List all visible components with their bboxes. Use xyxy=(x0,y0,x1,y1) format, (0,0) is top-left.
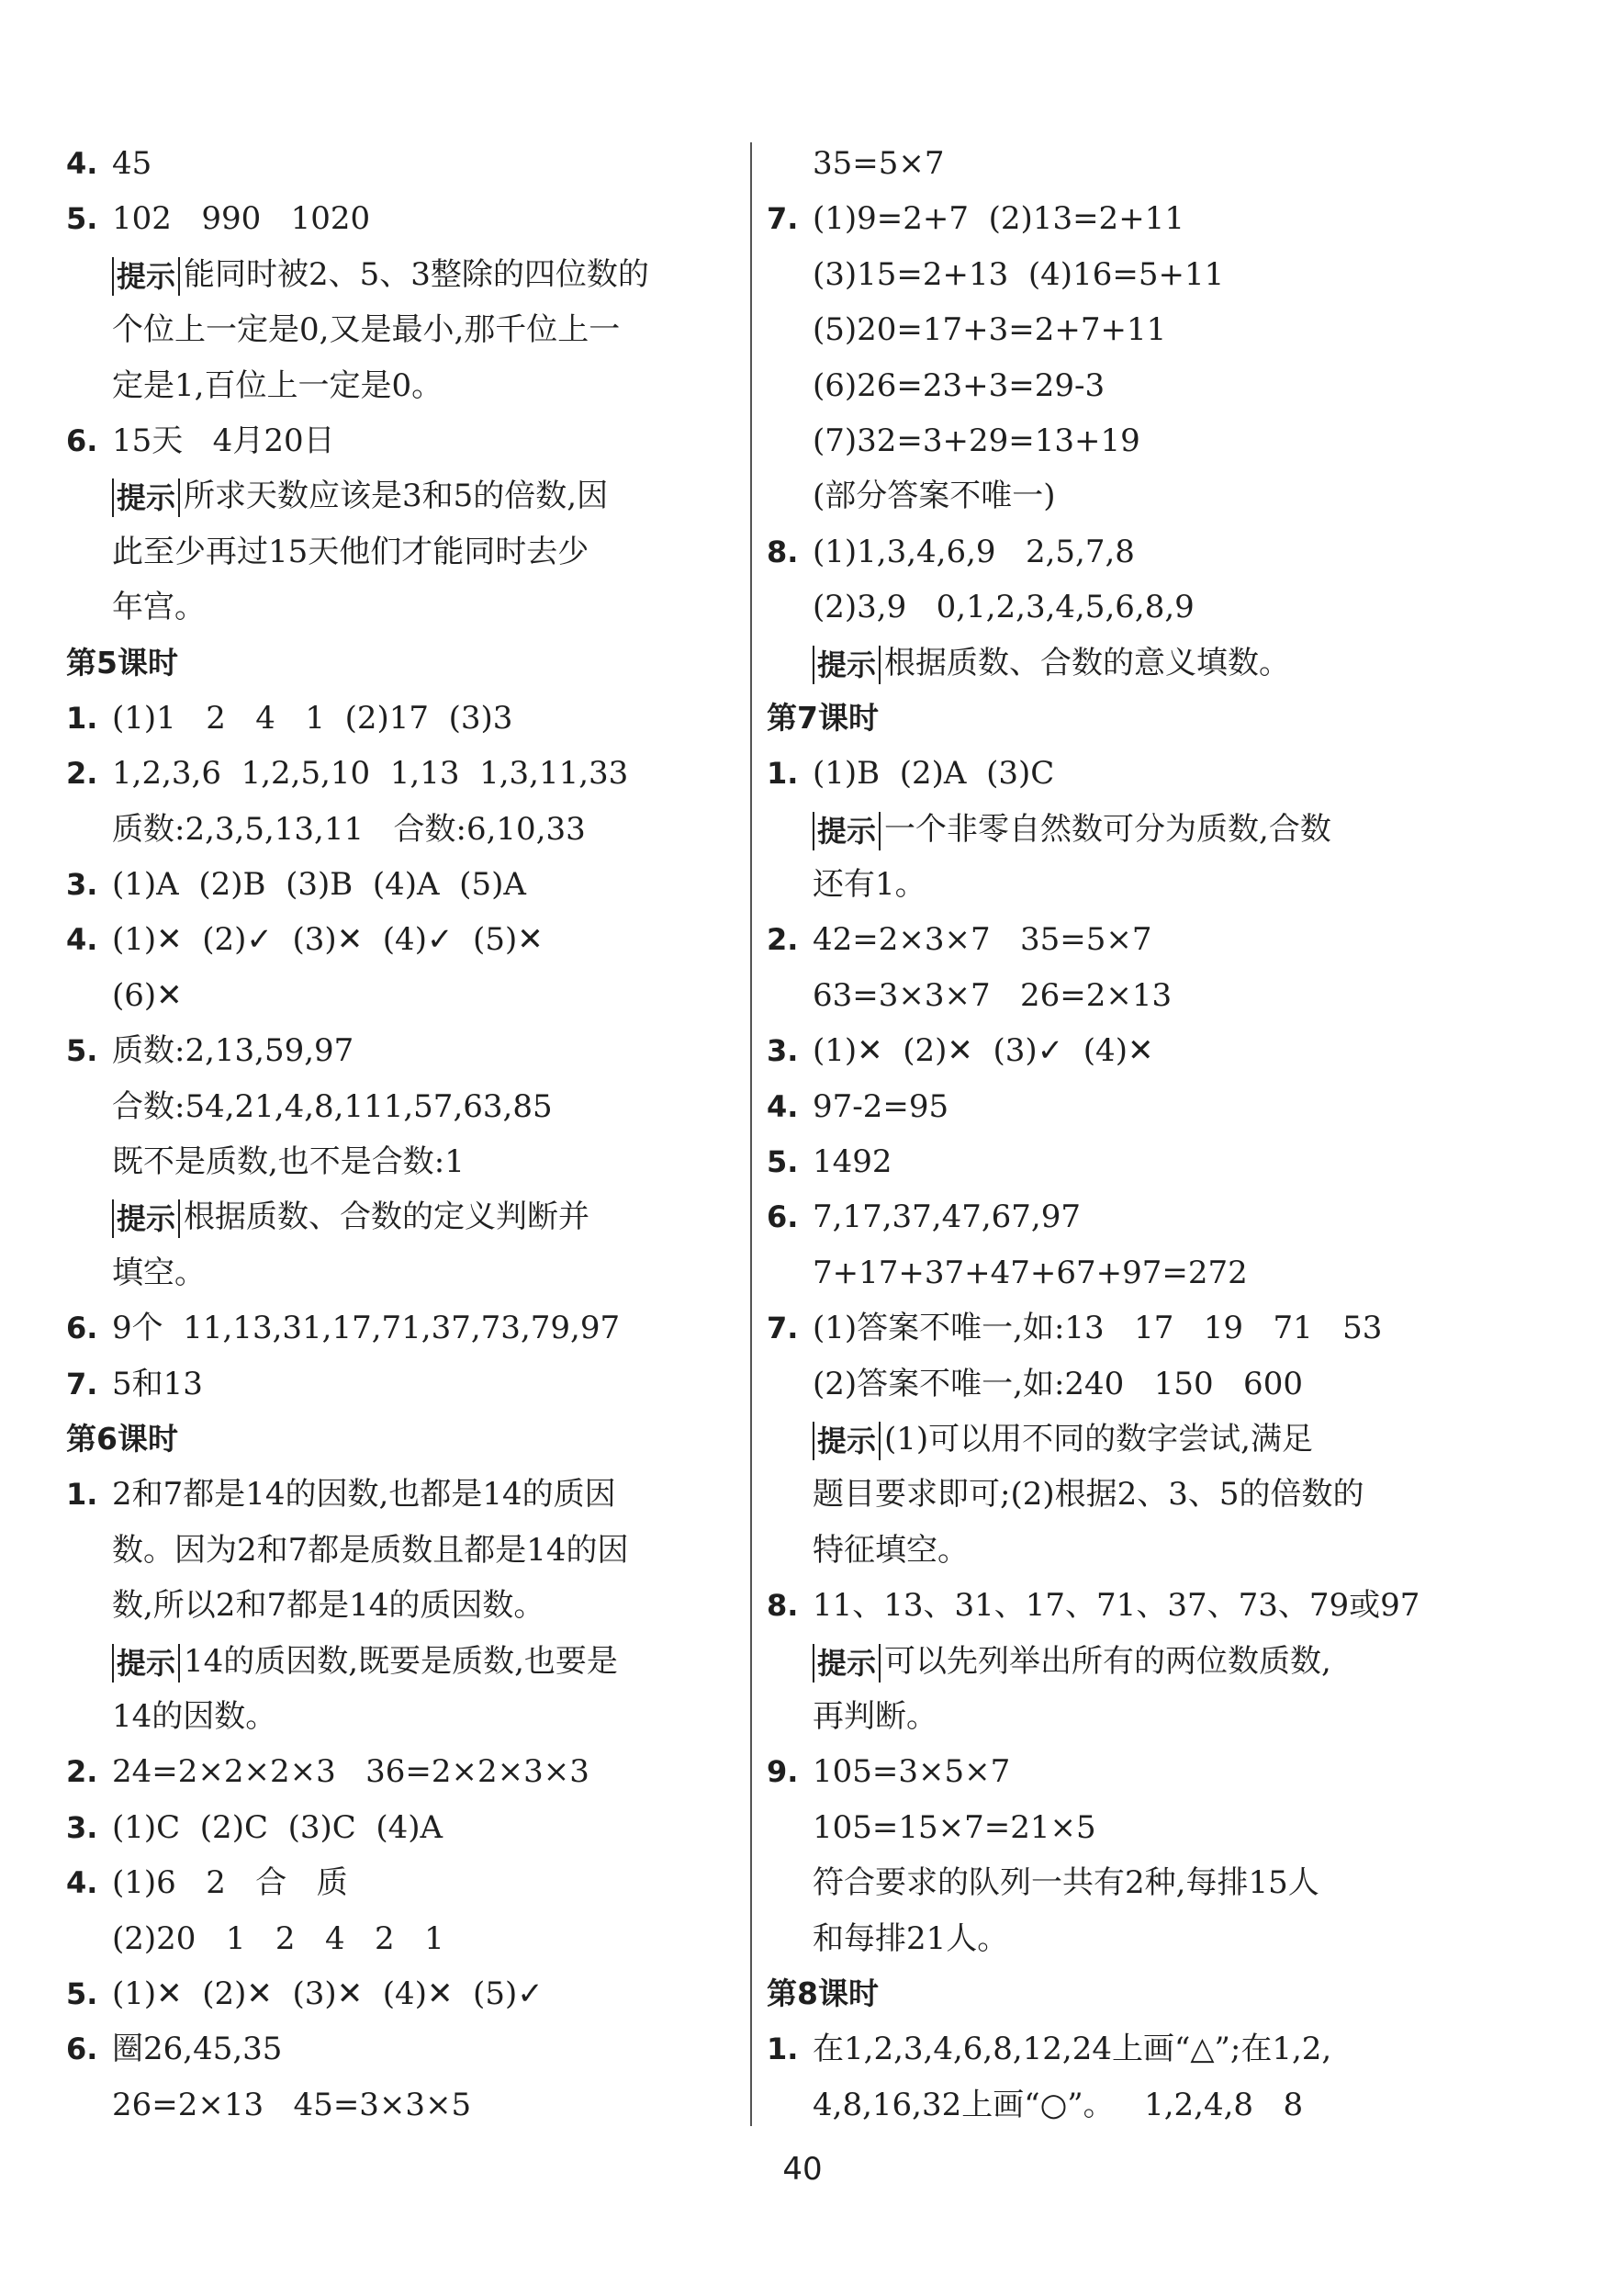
answer-item xyxy=(767,1079,1446,1134)
answer-text: 圈26,45,35 xyxy=(112,2031,283,2068)
answer-continuation: 填空。 xyxy=(112,1254,206,1291)
answer-item xyxy=(66,1744,746,1799)
answer-item xyxy=(66,1467,746,1522)
answer-continuation: (7)32=3+29=13+19 xyxy=(813,422,1140,459)
answer-continuation: 7+17+37+47+67+97=272 xyxy=(813,1254,1248,1291)
answer-text: 在1,2,3,4,6,8,12,24上画“△”;在1,2, xyxy=(813,2031,1332,2068)
hint-text: 根据质数、合数的意义填数。 xyxy=(884,644,1291,681)
answer-continuation: 题目要求即可;(2)根据2、3、5的倍数的 xyxy=(813,1476,1364,1514)
lesson-heading: 第6课时 xyxy=(66,1420,178,1457)
hint-line xyxy=(66,1189,746,1244)
answer-continuation: 数,所以2和7都是14的质因数。 xyxy=(112,1587,545,1625)
hint-label: 提示 xyxy=(112,478,180,517)
answer-continuation: 既不是质数,也不是合数:1 xyxy=(112,1143,465,1181)
item-number: 8. xyxy=(767,534,799,569)
answer-text: 42=2×3×7 35=5×7 xyxy=(813,921,1152,959)
item-number: 3. xyxy=(767,1033,799,1069)
item-number: 4. xyxy=(66,922,98,958)
item-number: 6. xyxy=(767,1199,799,1235)
answer-continuation: 和每排21人。 xyxy=(813,1919,1009,1957)
item-number: 4. xyxy=(66,146,98,181)
answer-continuation: (6)26=23+3=29-3 xyxy=(813,366,1106,404)
answer-continuation: 26=2×13 45=3×3×5 xyxy=(112,2086,472,2123)
item-number: 5. xyxy=(66,1033,98,1069)
column-divider xyxy=(750,142,752,2126)
answer-text: (1)9=2+7 (2)13=2+11 xyxy=(813,200,1184,238)
answer-item xyxy=(66,1356,746,1412)
answer-text: (1)1,3,4,6,9 2,5,7,8 xyxy=(813,533,1135,570)
hint-text: 14的质因数,既要是质数,也要是 xyxy=(184,1642,618,1680)
answer-text: (1)A (2)B (3)B (4)A (5)A xyxy=(112,866,526,904)
answer-text: 105=3×5×7 xyxy=(813,1753,1011,1791)
answer-continuation: (2)20 1 2 4 2 1 xyxy=(112,1919,444,1957)
answer-text: (1)答案不唯一,如:13 17 19 71 53 xyxy=(813,1310,1383,1347)
answer-continuation: (2)3,9 0,1,2,3,4,5,6,8,9 xyxy=(813,589,1195,626)
answer-continuation: (2)答案不唯一,如:240 150 600 xyxy=(813,1365,1303,1402)
answer-continuation: (3)15=2+13 (4)16=5+11 xyxy=(813,255,1225,293)
item-number: 6. xyxy=(66,422,98,458)
item-number: 1. xyxy=(66,1477,98,1513)
answer-continuation: 个位上一定是0,又是最小,那千位上一 xyxy=(112,311,621,349)
hint-text: (1)可以用不同的数字尝试,满足 xyxy=(884,1420,1313,1458)
answer-text: (1)1 2 4 1 (2)17 (3)3 xyxy=(112,699,513,737)
answer-text: (1)C (2)C (3)C (4)A xyxy=(112,1808,443,1846)
answer-item xyxy=(767,1189,1446,1244)
answer-item xyxy=(66,1966,746,2021)
item-number: 2. xyxy=(66,1754,98,1790)
answer-continuation: 还有1。 xyxy=(813,866,926,904)
hint-label: 提示 xyxy=(112,1644,180,1683)
item-number: 1. xyxy=(767,2032,799,2067)
hint-text: 所求天数应该是3和5的倍数,因 xyxy=(184,478,609,515)
answer-text: 7,17,37,47,67,97 xyxy=(813,1199,1081,1236)
answer-text: (1)✕ (2)✓ (3)✕ (4)✓ (5)✕ xyxy=(112,921,544,959)
answer-text: 2和7都是14的因数,也都是14的质因 xyxy=(112,1476,616,1514)
answer-text: 1,2,3,6 1,2,5,10 1,13 1,3,11,33 xyxy=(112,755,629,793)
answer-item xyxy=(66,691,746,746)
answer-continuation: 合数:54,21,4,8,111,57,63,85 xyxy=(112,1087,553,1125)
lesson-heading: 第5课时 xyxy=(66,644,178,681)
answer-item xyxy=(767,1023,1446,1078)
lesson-heading: 第7课时 xyxy=(767,699,879,736)
item-number: 4. xyxy=(66,1865,98,1901)
right-column xyxy=(767,136,1446,2133)
answer-continuation: 质数:2,3,5,13,11 合数:6,10,33 xyxy=(112,810,586,848)
item-number: 5. xyxy=(66,201,98,237)
answer-item xyxy=(767,1300,1446,1356)
answer-continuation: 63=3×3×7 26=2×13 xyxy=(813,976,1173,1014)
hint-line xyxy=(767,1412,1446,1467)
answer-item xyxy=(767,912,1446,967)
hint-line xyxy=(767,636,1446,691)
item-number: 2. xyxy=(66,756,98,792)
answer-text: 45 xyxy=(112,145,152,182)
item-number: 3. xyxy=(66,1809,98,1845)
hint-line xyxy=(767,1634,1446,1689)
lesson-heading: 第8课时 xyxy=(767,1975,879,2011)
answer-item xyxy=(66,857,746,912)
answer-item xyxy=(66,1800,746,1855)
answer-text: (1)✕ (2)✕ (3)✕ (4)✕ (5)✓ xyxy=(112,1975,544,2012)
item-number: 9. xyxy=(767,1754,799,1790)
answer-text: 9个 11,13,31,17,71,37,73,79,97 xyxy=(112,1310,621,1347)
hint-label: 提示 xyxy=(813,1644,881,1683)
answer-text: (1)6 2 合 质 xyxy=(112,1864,348,1902)
hint-line xyxy=(66,468,746,523)
hint-line xyxy=(66,1634,746,1689)
answer-item xyxy=(767,191,1446,246)
answer-continuation: (5)20=17+3=2+7+11 xyxy=(813,311,1167,349)
item-number: 6. xyxy=(66,1311,98,1346)
answer-item xyxy=(66,1855,746,1910)
answer-item xyxy=(767,524,1446,580)
answer-item xyxy=(66,413,746,468)
item-number: 8. xyxy=(767,1588,799,1624)
item-number: 7. xyxy=(66,1366,98,1401)
hint-label: 提示 xyxy=(813,812,881,850)
answer-item xyxy=(767,1578,1446,1633)
item-number: 7. xyxy=(767,201,799,237)
item-number: 1. xyxy=(66,700,98,736)
answer-continuation: 14的因数。 xyxy=(112,1697,277,1735)
hint-text: 根据质数、合数的定义判断并 xyxy=(184,1199,590,1236)
answer-continuation: 年宫。 xyxy=(112,589,206,626)
answer-text: 102 990 1020 xyxy=(112,200,371,238)
answer-continuation: (部分答案不唯一) xyxy=(813,478,1056,515)
answer-item xyxy=(767,1744,1446,1799)
answer-continuation: 此至少再过15天他们才能同时去少 xyxy=(112,533,589,570)
answer-continuation: 再判断。 xyxy=(813,1697,937,1735)
answer-continuation: (6)✕ xyxy=(112,976,183,1014)
answer-item xyxy=(66,136,746,191)
item-number: 6. xyxy=(66,2032,98,2067)
item-number: 2. xyxy=(767,922,799,958)
answer-continuation: 特征填空。 xyxy=(813,1531,969,1569)
left-column xyxy=(66,136,746,2133)
item-number: 5. xyxy=(66,1975,98,2011)
answer-item xyxy=(66,2021,746,2077)
answer-text: 97-2=95 xyxy=(813,1087,949,1125)
answer-item xyxy=(66,1300,746,1356)
answer-text: (1)✕ (2)✕ (3)✓ (4)✕ xyxy=(813,1032,1154,1070)
answer-item xyxy=(767,1134,1446,1189)
answer-item xyxy=(66,746,746,801)
answer-continuation: 4,8,16,32上画“○”。 1,2,4,8 8 xyxy=(813,2086,1304,2123)
answer-text: 15天 4月20日 xyxy=(112,422,335,459)
item-number: 4. xyxy=(767,1088,799,1124)
item-number: 5. xyxy=(767,1144,799,1180)
answer-item xyxy=(767,746,1446,801)
answer-item xyxy=(767,2021,1446,2077)
hint-text: 可以先列举出所有的两位数质数, xyxy=(884,1642,1331,1680)
answer-continuation: 数。因为2和7都是质数且都是14的因 xyxy=(112,1531,629,1569)
answer-text: 24=2×2×2×3 36=2×2×3×3 xyxy=(112,1753,589,1791)
hint-line xyxy=(767,802,1446,857)
answer-continuation: 105=15×7=21×5 xyxy=(813,1808,1096,1846)
answer-continuation: 35=5×7 xyxy=(813,145,945,182)
hint-text: 一个非零自然数可分为质数,合数 xyxy=(884,810,1331,848)
hint-line xyxy=(66,247,746,302)
hint-text: 能同时被2、5、3整除的四位数的 xyxy=(184,255,649,293)
page-number: 40 xyxy=(782,2151,823,2188)
item-number: 7. xyxy=(767,1311,799,1346)
answer-text: 1492 xyxy=(813,1143,892,1181)
hint-label: 提示 xyxy=(813,1422,881,1460)
answer-item xyxy=(66,1023,746,1078)
answer-text: (1)B (2)A (3)C xyxy=(813,755,1055,793)
hint-label: 提示 xyxy=(112,257,180,296)
item-number: 3. xyxy=(66,867,98,903)
item-number: 1. xyxy=(767,756,799,792)
answer-item xyxy=(66,191,746,246)
answer-text: 质数:2,13,59,97 xyxy=(112,1032,354,1070)
answer-text: 11、13、31、17、71、37、73、79或97 xyxy=(813,1587,1420,1625)
answer-continuation: 符合要求的队列一共有2种,每排15人 xyxy=(813,1864,1319,1902)
hint-label: 提示 xyxy=(112,1199,180,1238)
answer-item xyxy=(66,912,746,967)
answer-continuation: 定是1,百位上一定是0。 xyxy=(112,366,443,404)
answer-text: 5和13 xyxy=(112,1365,203,1402)
hint-label: 提示 xyxy=(813,646,881,684)
